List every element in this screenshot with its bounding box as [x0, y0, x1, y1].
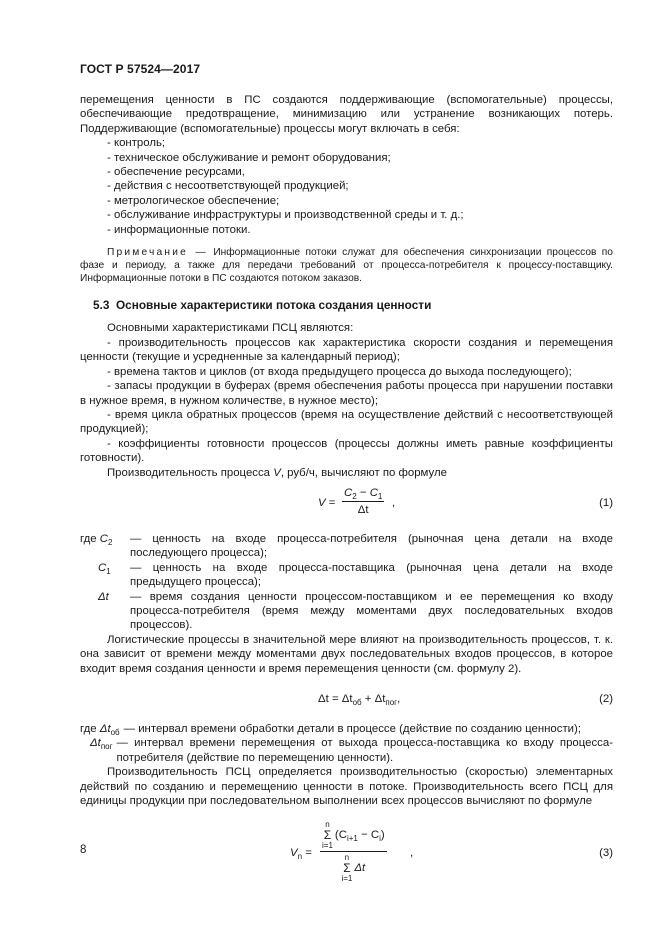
characteristic-item: - коэффициенты готовности процессов (процессы должны иметь равные коэффициенты готовности). [80, 437, 613, 465]
section-lead: Основными характеристиками ПСЦ являются: [107, 322, 354, 335]
definition-row: $\Delta t_{пог}$ — интервал времени перемещения от выхода процесса-поставщика ко входу процесса-потребителя (действие по перемещению ценности). [90, 737, 613, 764]
list-item: - метрологическое обеспечение; [107, 194, 280, 207]
formula3-fraction: n Σ i=1 $(C_{i+1} - C_i)$ n Σ i=1 Δt [322, 820, 385, 884]
formula1-lhs: V [318, 496, 326, 509]
note-text: Информационные потоки служат для обеспечения синхронизации процессов по фазе и периоду, а также для передачи требований от процесса-потребителя к процессу-поставщику. Информационные потоки в ПС создаются потоком заказов. [80, 247, 613, 285]
support-process-list [80, 136, 613, 237]
productivity-paragraph: Производительность ПСЦ определяется производительностью (скоростью) элементарных действий по созданию и перемещению ценности в потоке. Производительность всего ПСЦ для единицы продукции при последовательном выполнении всех процессов вычисляют по формуле [80, 766, 613, 808]
document-header: ГОСТ Р 57524—2017 [80, 62, 201, 76]
formula1-number: (1) [599, 496, 613, 509]
list-item: - действия с несоответствующей продукцией; [107, 180, 349, 193]
list-item: - техническое обслуживание и ремонт оборудования; [107, 151, 391, 164]
intro-paragraph: перемещения ценности в ПС создаются поддерживающие (вспомогательные) процессы, обеспечивающие предотвращение, минимизацию или устранение возникающих потерь. Поддерживающие (вспомогательные) процессы могут включать в себя: [80, 94, 613, 135]
characteristic-item: - производительность процессов как характеристика скорости создания и перемещения ценности (текущие и усредненные за календарный период); [80, 336, 613, 364]
page-body [80, 93, 613, 898]
formula-3: $V_n$ = n Σ i=1 $(C_{i+1} - C_i)$ n Σ i=1 Δt , (3) [290, 820, 613, 884]
definition-row: $C_1$ — ценность на входе процесса-поставщика (рыночная цена детали на входе предыдущего процесса); [98, 561, 613, 589]
formula1-definitions [80, 532, 613, 633]
formula2-definitions [80, 722, 613, 765]
characteristic-item: - время цикла обратных процессов (время на осуществление действий с несоответствующей продукцией); [80, 408, 613, 436]
note-label: Примечание — [107, 247, 208, 259]
logistics-paragraph: Логистические процессы в значительной мере влияют на производительность процессов, т. к. она зависит от времени между моментами двух последовательных входов процессов, в которое входит время создания ценности и время перемещения ценности (см. формулу 2). [80, 633, 613, 675]
characteristic-item: - запасы продукции в буферах (время обеспечения работы процесса при нарушении поставки в нужное время, в нужном количестве, в нужное место); [80, 380, 613, 407]
definition-row: где $\Delta t_{об}$ — интервал времени обработки детали в процессе (действие по созданию ценности); [80, 723, 581, 737]
formula-1: V = $\frac{C_2 - C_1}{\Delta t}$ , (1) [318, 486, 613, 517]
formula3-number: (3) [599, 847, 613, 860]
characteristic-item: - времена тактов и циклов (от входа предыдущего процесса до выхода последующего); [107, 365, 572, 378]
formula-2: $\Delta t = \Delta t_{об} + \Delta t_{пог}$, (2) [318, 693, 613, 707]
list-item: - контроль; [107, 137, 166, 150]
formula1-eq: = [328, 496, 336, 509]
list-item: - обеспечение ресурсами, [107, 166, 245, 179]
note [80, 246, 613, 285]
formula1-intro: Производительность процесса V, руб/ч, вычисляют по формуле [107, 466, 447, 479]
section-heading [93, 298, 613, 312]
section-title: Основные характеристики потока создания ценности [115, 298, 432, 313]
formula1-fraction: $\frac{C_2 - C_1}{\Delta t}$ [344, 486, 383, 517]
list-item: - информационные потоки. [107, 223, 251, 236]
formula2-number: (2) [599, 693, 613, 705]
definition-row: Δt — время создания ценности процессом-поставщиком и ее перемещения ко входу процесса-потребителя (время между моментами двух последовательных входов процессов). [98, 590, 613, 632]
section-number: 5.3 [93, 298, 110, 313]
definition-row: где $C_2$ — ценность на входе процесса-потребителя (рыночная цена детали на входе последующего процесса); [80, 532, 613, 560]
list-item: - обслуживание инфраструктуры и производственной среды и т. д.; [107, 209, 464, 222]
page-number: 8 [80, 844, 87, 856]
